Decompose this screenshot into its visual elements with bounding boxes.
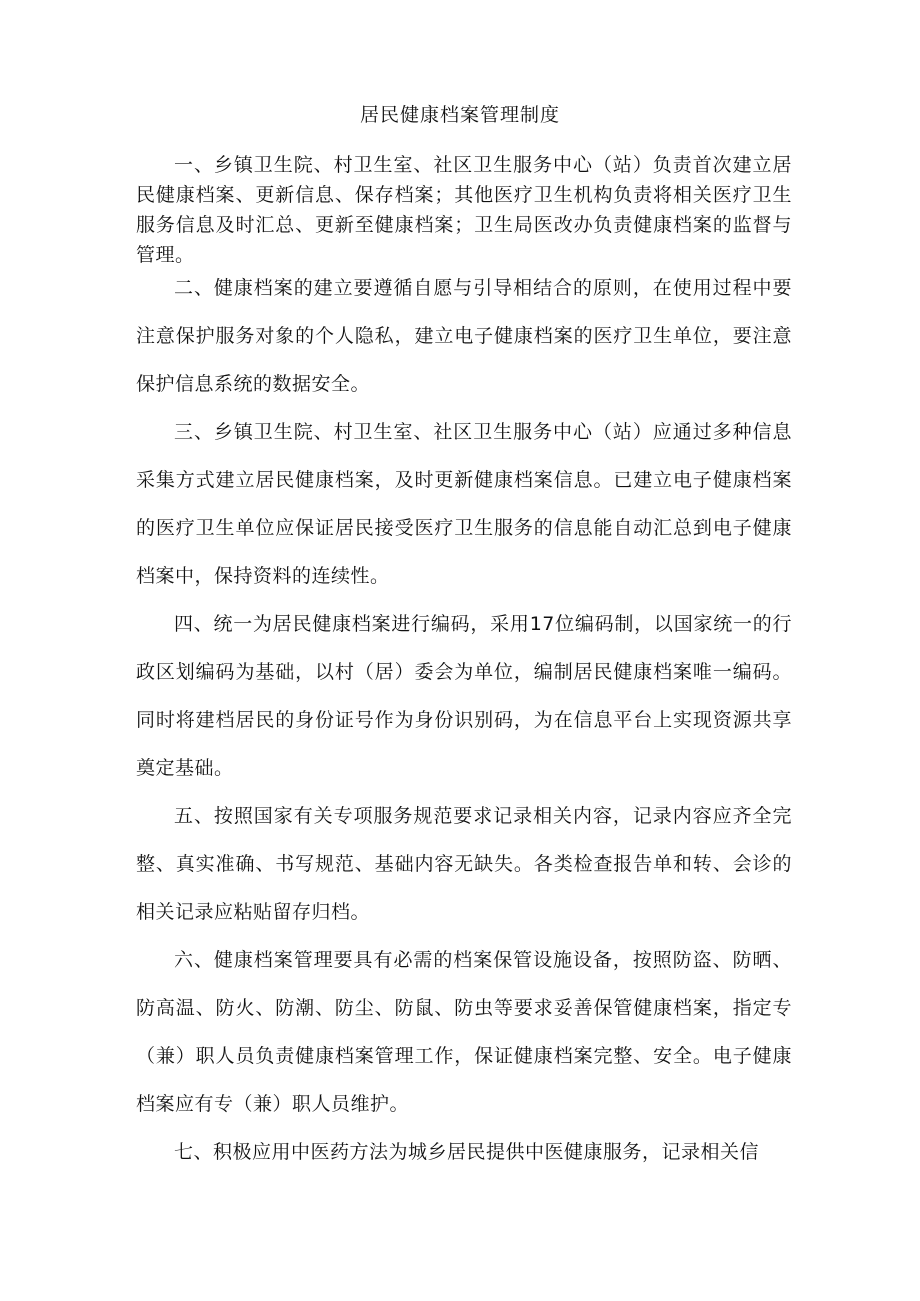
paragraph-6: 六、健康档案管理要具有必需的档案保管设施设备，按照防盗、防晒、防高温、防火、防潮、防尘、防鼠、防虫等要求妥善保管健康档案，指定专（兼）职人员负责健康档案管理工作，保证健康档案完整、安全。电子健康档案应有专（兼）职人员维护。 [136,949,792,1115]
document-title: 居民健康档案管理制度 [359,104,560,126]
paragraph-5: 五、按照国家有关专项服务规范要求记录相关内容，记录内容应齐全完整、真实准确、书写规范、基础内容无缺失。各类检查报告单和转、会诊的相关记录应粘贴留存归档。 [136,805,792,923]
paragraph-3: 三、乡镇卫生院、村卫生室、社区卫生服务中心（站）应通过多种信息采集方式建立居民健康档案，及时更新健康档案信息。已建立电子健康档案的医疗卫生单位应保证居民接受医疗卫生服务的信息能自动汇总到电子健康档案中，保持资料的连续性。 [136,421,792,587]
paragraph-1: 一、乡镇卫生院、村卫生室、社区卫生服务中心（站）负责首次建立居民健康档案、更新信息、保存档案；其他医疗卫生机构负责将相关医疗卫生服务信息及时汇总、更新至健康档案；卫生局医改办负责健康档案的监督与管理。 [136,154,792,266]
paragraph-2: 二、健康档案的建立要遵循自愿与引导相结合的原则，在使用过程中要注意保护服务对象的个人隐私，建立电子健康档案的医疗卫生单位，要注意保护信息系统的数据安全。 [136,277,792,395]
paragraph-4: 四、统一为居民健康档案进行编码，采用17位编码制，以国家统一的行政区划编码为基础，以村（居）委会为单位，编制居民健康档案唯一编码。同时将建档居民的身份证号作为身份识别码，为在信息平台上实现资源共享奠定基础。 [136,613,792,779]
paragraph-7: 七、积极应用中医药方法为城乡居民提供中医健康服务，记录相关信 [174,1141,760,1163]
